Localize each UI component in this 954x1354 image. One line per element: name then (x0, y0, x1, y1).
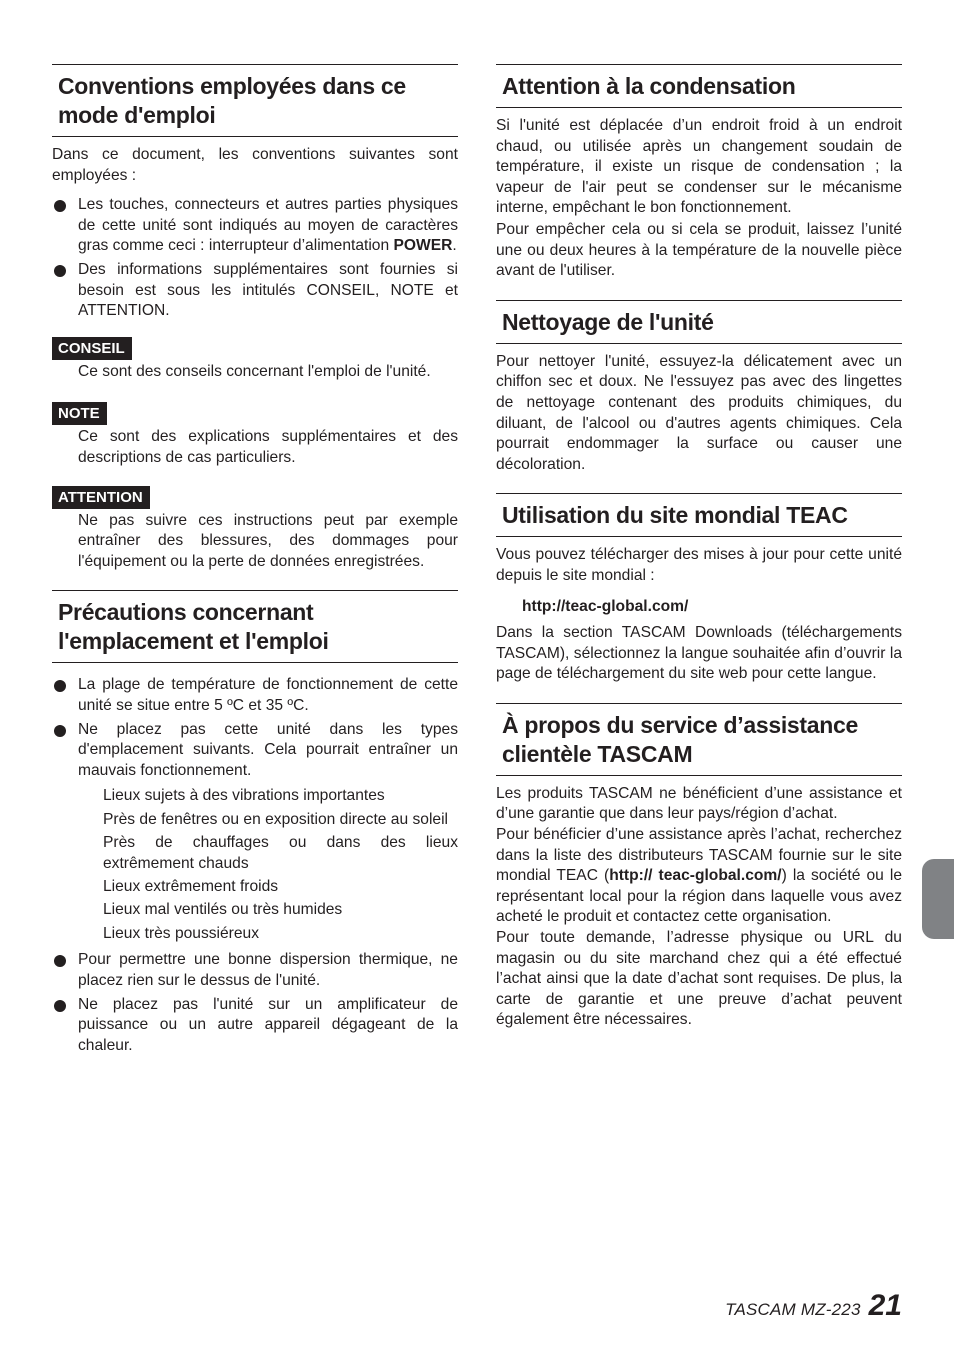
list-item: Pour permettre une bonne dispersion thermique, ne placez rien sur le dessus de l'unité. (52, 950, 458, 991)
condensation-text-1: Si l'unité est déplacée d’un endroit froid à un endroit chaud, ou utilisée après un changement soudain de température, il existe un risque de condensation ; la vapeur de l'air peut se condenser sur le mécanisme interne, empêchant le bon fonctionnement. (496, 117, 902, 217)
precautions-list (52, 675, 458, 781)
conventions-section (52, 64, 458, 572)
conventions-intro: Dans ce document, les conventions suivantes sont employées : (52, 146, 458, 184)
precautions-list-2 (52, 950, 458, 1056)
list-item: La plage de température de fonctionnement de cette unité se situe entre 5 ºC et 35 ºC. (52, 675, 458, 716)
support-text-2: Pour bénéficier d’une assistance après l’achat, recherchez dans la liste des distributeurs TASCAM fournie sur le site mondial TEAC (http:// teac-global.com/) la société ou le représentant local pour la région dans laquelle vous avez acheté le produit et contactez cette organisation. (496, 826, 902, 926)
attention-text: Ne pas suivre ces instructions peut par exemple entraîner des blessures, des dommages pour l'équipement ou la perte de données enregistrées. (78, 511, 458, 570)
page-footer (725, 1289, 902, 1323)
cleaning-heading (496, 300, 902, 344)
support-section (496, 703, 902, 1031)
conventions-title: Conventions employées dans ce mode d'emploi (58, 73, 406, 128)
condensation-text-2: Pour empêcher cela ou si cela se produit, laissez l’unité une ou deux heures à la température de la nouvelle pièce avant de l'utiliser. (496, 220, 902, 280)
support-title: À propos du service d’assistance clientèle TASCAM (502, 711, 858, 767)
precautions-title: Précautions concernant l'emplacement et l'emploi (58, 599, 329, 655)
right-column (496, 64, 902, 1031)
note-tag: NOTE (52, 402, 107, 425)
list-item: Des informations supplémentaires sont fournies si besoin est sous les intitulés CONSEIL, NOTE et ATTENTION. (52, 260, 458, 322)
list-item: Ne placez pas cette unité dans les types d'emplacement suivants. Cela pourrait entraîner un mauvais fonctionnement. (52, 720, 458, 782)
cleaning-text: Pour nettoyer l'unité, essuyez-la délicatement avec un chiffon sec et doux. Ne l'essuyez pas avec des lingettes de nettoyage contenant des produits chimiques, du diluant, de l'alcool ou d'autres agents chimiques. Cela pourrait endommager la surface ou causer une décoloration. (496, 352, 902, 473)
location-item: Près de chauffages ou dans des lieux extrêmement chauds (103, 834, 458, 872)
teac-site-section (496, 493, 902, 685)
support-teac-link[interactable]: http:// teac-global.com/ (609, 867, 782, 885)
location-item: Lieux extrêmement froids (103, 878, 279, 896)
attention-tag: ATTENTION (52, 486, 150, 509)
condensation-heading (496, 64, 902, 108)
support-text-1: Les produits TASCAM ne bénéficient d’une assistance et d’une garantie que dans leur pays/région d’achat. (496, 784, 902, 823)
note-text: Ce sont des explications supplémentaires et des descriptions de cas particuliers. (78, 428, 458, 466)
conseil-tag: CONSEIL (52, 337, 132, 360)
location-item: Lieux très poussiéreux (103, 924, 260, 942)
support-text-3: Pour toute demande, l’adresse physique ou URL du magasin ou du site marchand chez qui a été effectué l’achat ainsi que la date d’achat sont requises. De plus, la carte de garantie et une preuve d’achat peuvent également être nécessaires. (496, 929, 902, 1029)
teac-site-text-1: Vous pouvez télécharger des mises à jour pour cette unité depuis le site mondial : (496, 546, 902, 584)
list-item: Ne placez pas l'unité sur un amplificateur de puissance ou un autre appareil dégageant de la chaleur. (52, 995, 458, 1057)
location-item: Près de fenêtres ou en exposition directe au soleil (103, 810, 449, 828)
teac-site-heading (496, 493, 902, 537)
conventions-list (52, 195, 458, 322)
conseil-text: Ce sont des conseils concernant l'emploi de l'unité. (78, 362, 431, 380)
condensation-title: Attention à la condensation (502, 73, 796, 99)
precautions-section (52, 590, 458, 1056)
location-item: Lieux sujets à des vibrations importantes (103, 787, 385, 805)
cleaning-title: Nettoyage de l'unité (502, 308, 714, 335)
list-item: Les touches, connecteurs et autres parties physiques de cette unité sont indiqués au moyen de caractères gras comme ceci : interrupteur d’alimentation POWER. (52, 195, 458, 257)
chapter-tab (922, 859, 954, 939)
condensation-section (496, 64, 902, 282)
locations-list (52, 786, 458, 944)
teac-site-title: Utilisation du site mondial TEAC (502, 502, 848, 529)
teac-site-text-2: Dans la section TASCAM Downloads (téléchargements TASCAM), sélectionnez la langue souhaitée afin d’ouvrir la page de téléchargement du site web pour cette langue. (496, 624, 902, 683)
left-column (52, 64, 458, 1059)
conventions-heading (52, 64, 458, 137)
model-label: TASCAM MZ-223 (725, 1300, 861, 1319)
precautions-heading (52, 590, 458, 663)
page-number: 21 (868, 1289, 902, 1322)
cleaning-section (496, 300, 902, 476)
teac-global-link[interactable]: http://teac-global.com/ (522, 597, 689, 615)
location-item: Lieux mal ventilés ou très humides (103, 901, 343, 919)
power-label: POWER (393, 237, 453, 255)
support-heading (496, 703, 902, 776)
